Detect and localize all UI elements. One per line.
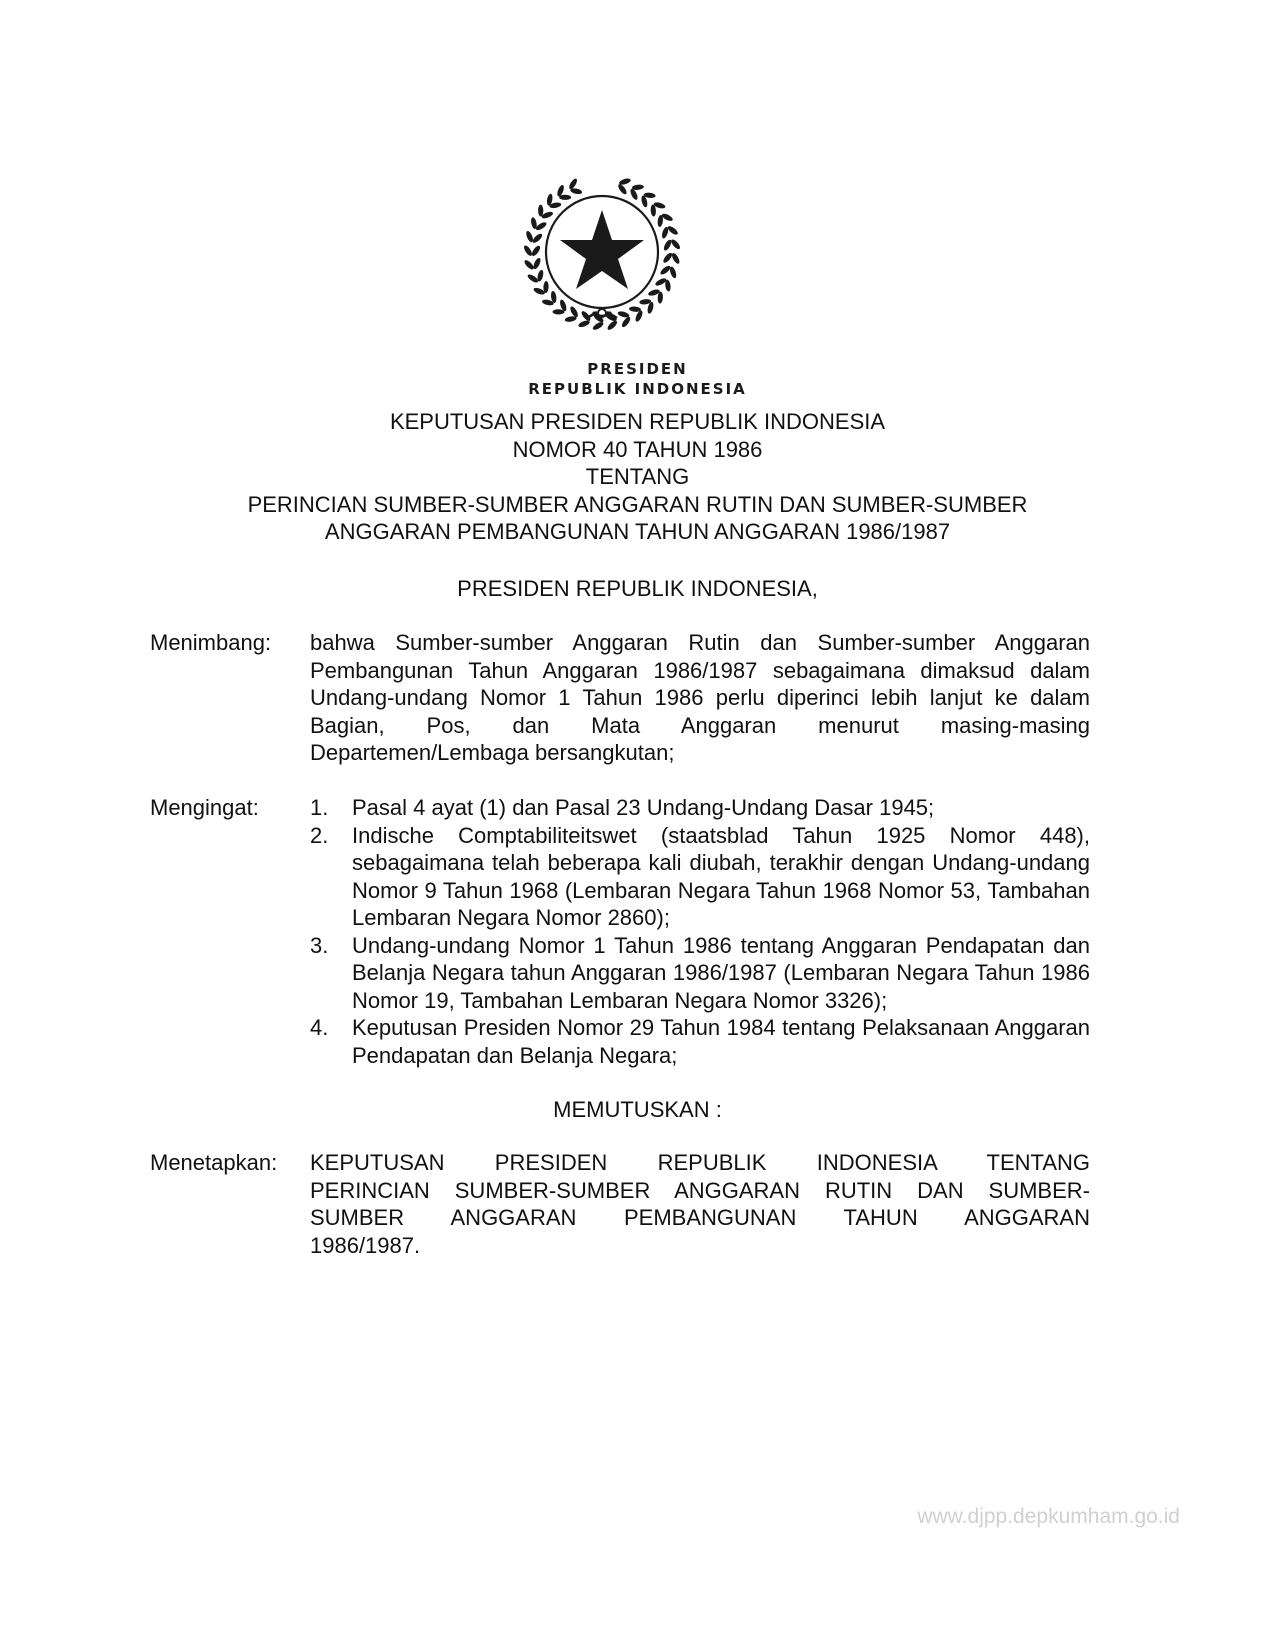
list-item	[310, 1014, 1090, 1069]
memutuskan-heading: MEMUTUSKAN :	[553, 1097, 722, 1122]
decree-title-tentang: TENTANG	[585, 464, 690, 489]
wreath-leaf	[670, 252, 681, 265]
wreath-leaf	[559, 195, 571, 200]
list-item-text: Pasal 4 ayat (1) dan Pasal 23 Undang-Undang Dasar 1945;	[352, 795, 935, 820]
seal-caption-president: PRESIDEN	[587, 360, 688, 378]
list-item-text: Keputusan Presiden Nomor 29 Tahun 1984 tentang Pelaksanaan Anggaran Pendapatan dan Belanja Negara;	[352, 1015, 1090, 1068]
menetapkan-line-4: 1986/1987.	[310, 1232, 421, 1258]
presidential-star-wreath-seal-icon	[515, 172, 690, 342]
wreath-leaf	[530, 244, 541, 257]
wreath-leaf	[531, 232, 543, 244]
wreath-leaf	[666, 225, 679, 236]
decree-number: NOMOR 40 TAHUN 1986	[512, 436, 763, 462]
list-item	[310, 822, 1090, 932]
wreath-leaf	[662, 252, 674, 265]
menetapkan-line-3: SUMBER ANGGARAN PEMBANGUNAN TAHUN ANGGARAN	[310, 1205, 1090, 1230]
list-item-text: Undang-undang Nomor 1 Tahun 1986 tentang Anggaran Pendapatan dan Belanja Negara tahun Anggaran 1986/1987 (Lembaran Negara Tahun 1986 Nomor 19, Tambahan Lembaran Negara Nomor 3326);	[352, 932, 1090, 1013]
menetapkan-label: Menetapkan:	[150, 1150, 278, 1175]
wreath-leaf	[523, 259, 535, 271]
decree-subject-line-2: ANGGARAN PEMBANGUNAN TAHUN ANGGARAN 1986/1987	[324, 519, 951, 544]
decree-title	[0, 408, 1275, 546]
mengingat-label: Mengingat:	[150, 795, 259, 820]
list-item-number: 3.	[310, 932, 329, 958]
wreath-leaf	[606, 319, 618, 331]
mengingat-list	[310, 794, 1090, 1069]
wreath-leaf	[526, 273, 539, 284]
list-item-text: Indische Comptabiliteitswet (staatsblad Tahun 1925 Nomor 448), sebagaimana telah beberapa kali diubah, terakhir dengan Undang-undang Nomor 9 Tahun 1968 (Lembaran Negara Tahun 1968 Nomor 53, Tambahan Lembaran Negara Nomor 2860);	[352, 822, 1090, 930]
wreath-leaf	[592, 321, 605, 332]
list-item-number: 2.	[310, 822, 329, 848]
wreath-leaf	[569, 305, 580, 318]
wreath-leaf	[670, 238, 682, 250]
list-item	[310, 794, 1090, 822]
seal-caption-republic: REPUBLIK INDONESIA	[528, 380, 747, 398]
wreath-leaf	[538, 205, 543, 217]
menetapkan-line-2: PERINCIAN SUMBER-SUMBER ANGGARAN RUTIN DAN SUMBER-	[310, 1177, 1090, 1203]
menetapkan-line-1: KEPUTUSAN PRESIDEN REPUBLIK INDONESIA TENTANG	[310, 1150, 1090, 1175]
wreath-leaf	[522, 244, 533, 257]
decree-subject-line-1: PERINCIAN SUMBER-SUMBER ANGGARAN RUTIN DAN SUMBER-SUMBER	[247, 491, 1028, 517]
list-item-number: 1.	[310, 795, 329, 820]
wreath-leaf	[543, 281, 549, 293]
wreath-leaf	[552, 309, 564, 314]
list-item-number: 4.	[310, 1015, 329, 1040]
menimbang-label: Menimbang:	[150, 630, 272, 655]
wreath-leaf	[617, 183, 628, 196]
decree-title-line-1: KEPUTUSAN PRESIDEN REPUBLIK INDONESIA	[389, 409, 886, 434]
menimbang-text: bahwa Sumber-sumber Anggaran Rutin dan Sumber-sumber Anggaran Pembangunan Tahun Anggaran 1986/1987 sebagaimana dimaksud dalam Undang-undang Nomor 1 Tahun 1986 perlu diperinci lebih lanjut ke dalam Bagian, Pos, dan Mata Anggaran menurut masing-masing Departemen/Lembaga bersangkutan;	[310, 630, 1090, 765]
wreath-leaf	[659, 264, 672, 276]
wreath-leaf	[662, 239, 672, 252]
president-heading: PRESIDEN REPUBLIK INDONESIA,	[457, 576, 818, 601]
menetapkan-text	[310, 1149, 1090, 1259]
wreath-leaf	[620, 316, 631, 329]
list-item	[310, 932, 1090, 1015]
star-icon	[560, 210, 644, 289]
watermark-url: www.djpp.depkumham.go.id	[917, 1505, 1180, 1528]
